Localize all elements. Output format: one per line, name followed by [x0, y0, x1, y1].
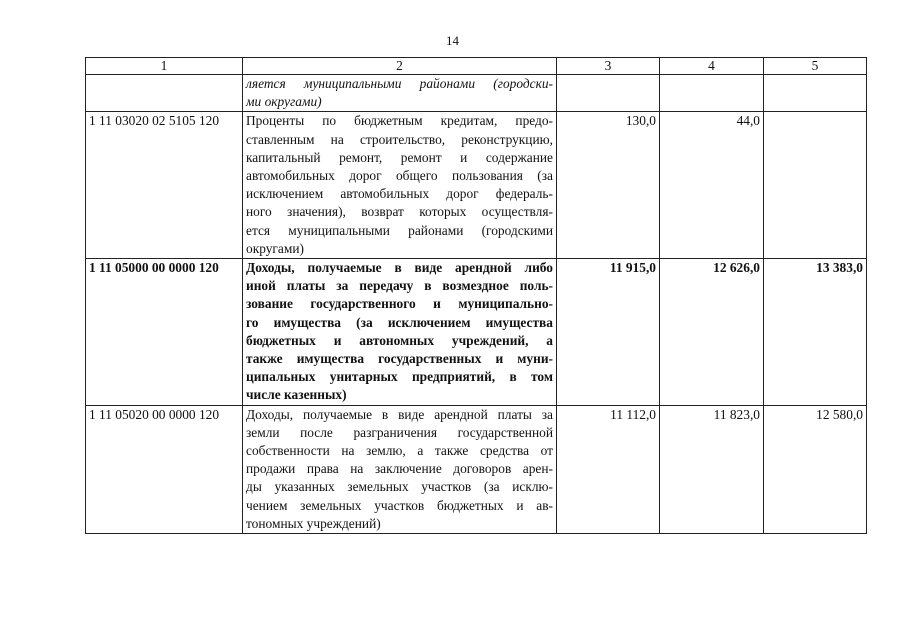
amount-cell-5: [764, 112, 867, 259]
description-line: также имущества государственных и муни-: [246, 351, 553, 367]
description-line: ципальных унитарных предприятий, в том: [246, 369, 553, 385]
description-line: числе казенных): [246, 387, 347, 403]
amount-cell-4: 12 626,0: [660, 259, 764, 406]
amount-cell-3: 130,0: [557, 112, 660, 259]
description-cell: [243, 75, 557, 112]
budget-code-cell: 1 11 05020 00 0000 120: [86, 405, 243, 533]
description-cell: [243, 259, 557, 406]
table-row: [86, 259, 867, 406]
amount-cell-5: 12 580,0: [764, 405, 867, 533]
description-cell: [243, 112, 557, 259]
amount-cell-4: [660, 75, 764, 112]
table-row: [86, 405, 867, 533]
description-line: ляется муниципальными районами (городски-: [246, 76, 553, 91]
description-line: ды указанных земельных участков (за исклю-: [246, 479, 553, 495]
description-line: исключением автомобильных дорог федераль-: [246, 186, 553, 202]
budget-code-cell: [86, 75, 243, 112]
description-line: автомобильных дорог общего пользования (за: [246, 168, 553, 184]
amount-cell-5: 13 383,0: [764, 259, 867, 406]
description-line: Проценты по бюджетным кредитам, предо-: [246, 113, 553, 129]
description-line: продажи права на заключение договоров арен-: [246, 461, 553, 477]
page-number: 14: [446, 33, 459, 48]
header-cell-1: 1: [86, 58, 243, 75]
description-line: го имущества (за исключением имущества: [246, 314, 553, 330]
header-cell-5: 5: [764, 58, 867, 75]
budget-code-cell: 1 11 05000 00 0000 120: [86, 259, 243, 406]
amount-cell-3: [557, 75, 660, 112]
description-line: Доходы, получаемые в виде арендной либо: [246, 260, 553, 276]
description-line: Доходы, получаемые в виде арендной платы за: [246, 406, 553, 422]
table-row: [86, 75, 867, 112]
amount-cell-5: [764, 75, 867, 112]
description-line: ми округами): [246, 94, 322, 110]
budget-table: [85, 57, 867, 534]
table-header-row: [86, 58, 867, 75]
amount-cell-3: 11 112,0: [557, 405, 660, 533]
description-line: бюджетных и автономных учреждений, а: [246, 332, 553, 348]
header-cell-3: 3: [557, 58, 660, 75]
description-line: ставленным на строительство, реконструкцию,: [246, 131, 553, 147]
header-cell-4: 4: [660, 58, 764, 75]
table-row: [86, 112, 867, 259]
description-line: ного значения), возврат которых осуществля-: [246, 204, 553, 220]
description-line: тономных учреждений): [246, 515, 381, 531]
header-cell-2: 2: [243, 58, 557, 75]
description-line: зование государственного и муниципально-: [246, 296, 553, 312]
description-line: земли после разграничения государственной: [246, 424, 553, 440]
description-line: собственности на землю, а также средства от: [246, 443, 553, 459]
description-line: капитальный ремонт, ремонт и содержание: [246, 149, 553, 165]
amount-cell-3: 11 915,0: [557, 259, 660, 406]
description-line: иной платы за передачу в возмездное поль-: [246, 278, 553, 294]
description-line: округами): [246, 240, 304, 256]
description-line: чением земельных участков бюджетных и ав-: [246, 497, 553, 513]
amount-cell-4: 11 823,0: [660, 405, 764, 533]
amount-cell-4: 44,0: [660, 112, 764, 259]
budget-code-cell: 1 11 03020 02 5105 120: [86, 112, 243, 259]
description-line: ется муниципальными районами (городскими: [246, 222, 553, 238]
description-cell: [243, 405, 557, 533]
